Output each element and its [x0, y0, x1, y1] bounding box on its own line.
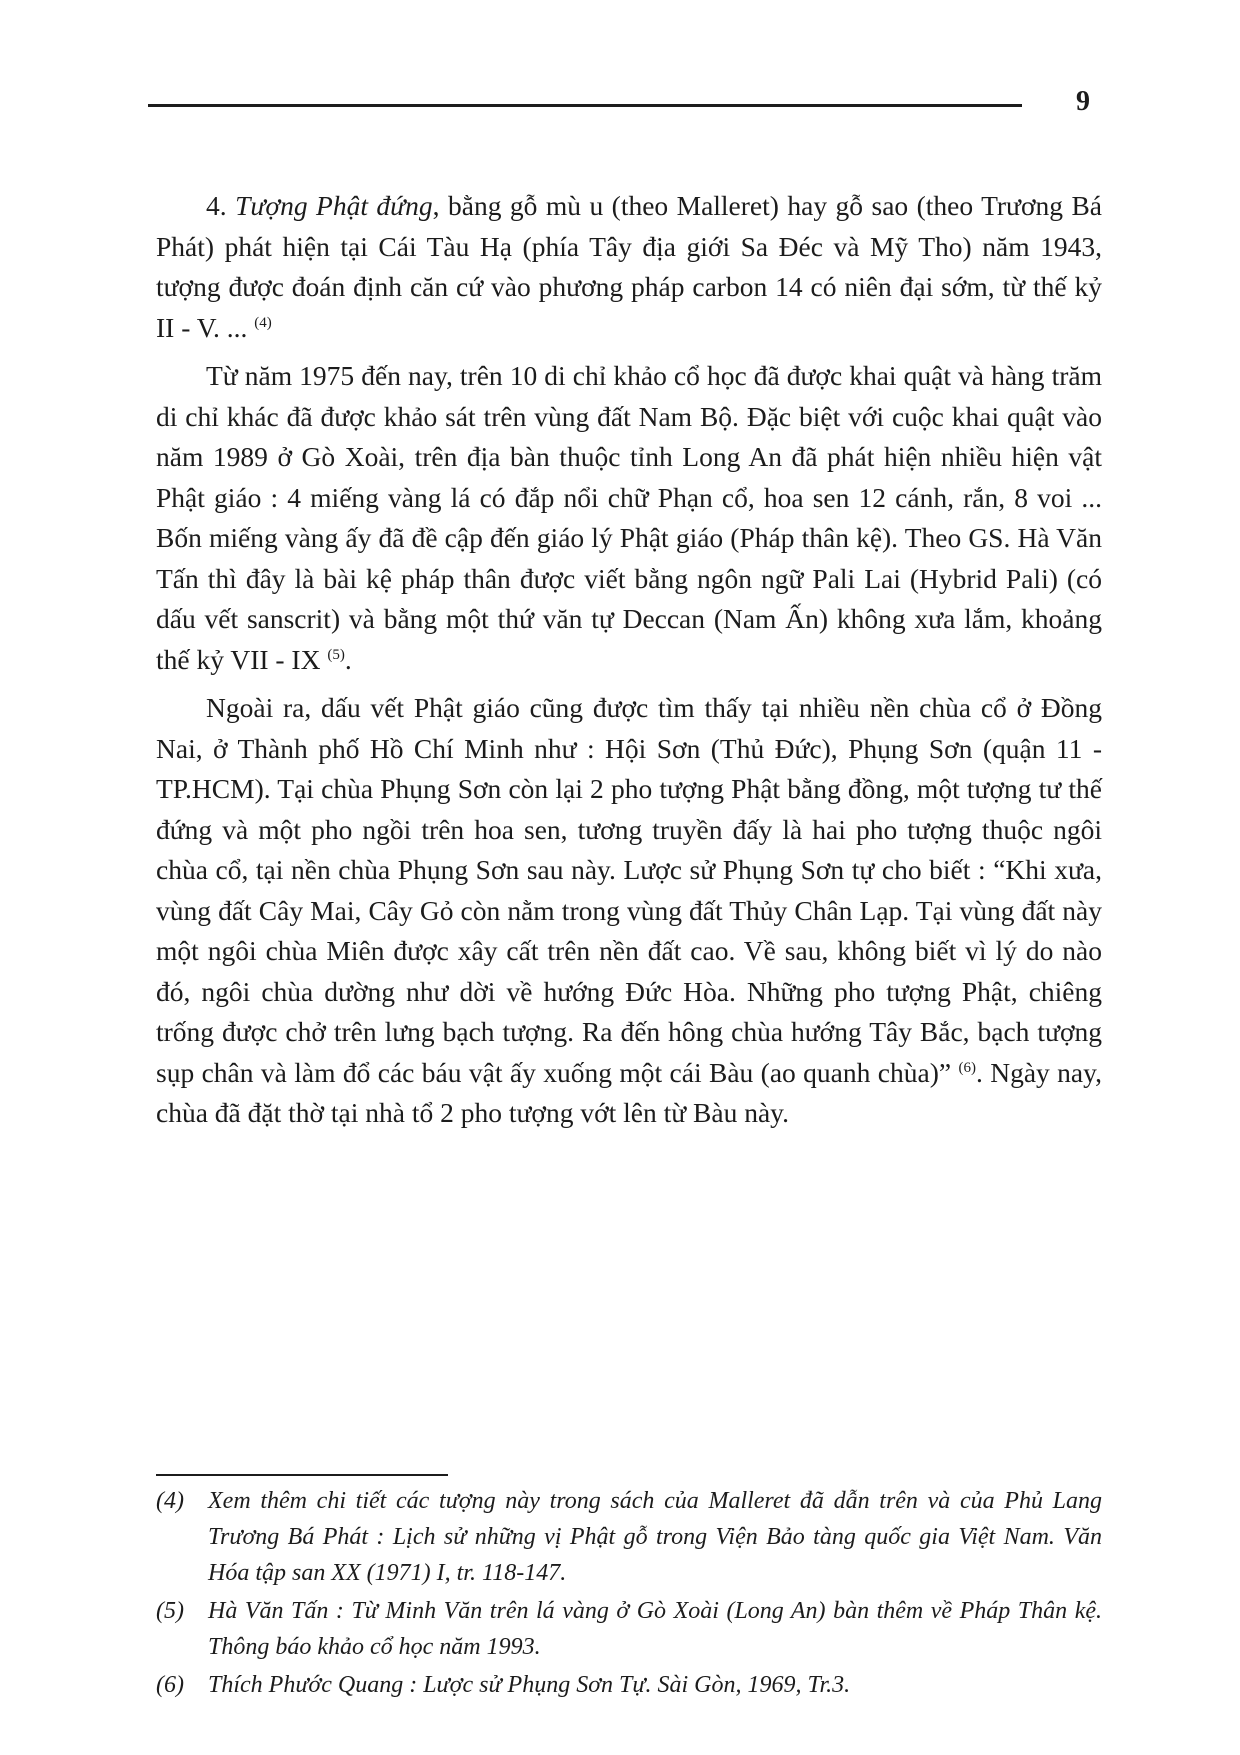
footnote-ref-4[interactable]: (4): [254, 314, 272, 331]
footnote-ref-5[interactable]: (5): [327, 646, 345, 663]
footnote-text: Thích Phước Quang : Lược sử Phụng Sơn Tự. Sài Gòn, 1969, Tr.3.: [208, 1672, 851, 1698]
footnote-5: [156, 1593, 1102, 1665]
footnote-ref-6[interactable]: (6): [958, 1059, 976, 1076]
header-rule: [148, 104, 1022, 107]
footnote-text: Xem thêm chi tiết các tượng này trong sách của Malleret đã dẫn trên và của Phủ Lang Trương Bá Phát : Lịch sử những vị Phật gỗ trong Viện Bảo tàng quốc gia Việt Nam. Văn Hóa tập san XX (1971) I, tr. 118-147.: [208, 1488, 1102, 1586]
paragraph-1-title: Tượng Phật đứng: [235, 190, 433, 221]
footnote-number: (6): [156, 1672, 184, 1698]
paragraph-3-end: . Ngày nay, chùa đã đặt thờ tại nhà tổ 2 pho tượng vớt lên từ Bàu này.: [156, 1056, 1102, 1128]
page-number: 9: [1076, 86, 1090, 117]
paragraph-1-text: , bằng gỗ mù u (theo Malleret) hay gỗ sao (theo Trương Bá Phát) phát hiện tại Cái Tàu Hạ (phía Tây địa giới Sa Đéc và Mỹ Tho) năm 1943, tượng được đoán định căn cứ vào phương pháp carbon 14 có niên đại sớm, từ thế kỷ II - V. ...: [156, 190, 1103, 343]
paragraph-2: [156, 356, 1102, 680]
footnotes: [156, 1483, 1102, 1705]
footnote-rule: [156, 1474, 448, 1476]
body-text: [156, 186, 1102, 1142]
paragraph-3-text: Ngoài ra, dấu vết Phật giáo cũng được tìm thấy tại nhiều nền chùa cổ ở Đồng Nai, ở Thành phố Hồ Chí Minh như : Hội Sơn (Thủ Đức), Phụng Sơn (quận 11 - TP.HCM). Tại chùa Phụng Sơn còn lại 2 pho tượng Phật bằng đồng, một tượng tư thế đứng và một pho ngồi trên hoa sen, tương truyền đấy là hai pho tượng thuộc ngôi chùa cổ, tại nền chùa Phụng Sơn sau này. Lược sử Phụng Sơn tự cho biết : “Khi xưa, vùng đất Cây Mai, Cây Gỏ còn nằm trong vùng đất Thủy Chân Lạp. Tại vùng đất này một ngôi chùa Miên được xây cất trên nền đất cao. Về sau, không biết vì lý do nào đó, ngôi chùa dường như dời về hướng Đức Hòa. Những pho tượng Phật, chiêng trống được chở trên lưng bạch tượng. Ra đến hông chùa hướng Tây Bắc, bạch tượng sụp chân và làm đổ các báu vật ấy xuống một cái Bàu (ao quanh chùa)”: [156, 692, 1102, 1088]
paragraph-1-number: 4.: [206, 190, 236, 221]
footnote-text: Hà Văn Tấn : Từ Minh Văn trên lá vàng ở Gò Xoài (Long An) bàn thêm về Pháp Thân kệ. Thông báo khảo cổ học năm 1993.: [208, 1598, 1102, 1660]
footnote-4: [156, 1483, 1102, 1591]
paragraph-1: [156, 186, 1102, 348]
footnote-6: [156, 1667, 1102, 1703]
footnote-number: (4): [156, 1488, 184, 1514]
paragraph-2-end: .: [344, 643, 352, 675]
footnote-number: (5): [156, 1598, 184, 1624]
paragraph-3: [156, 688, 1102, 1134]
paragraph-2-text: Từ năm 1975 đến nay, trên 10 di chỉ khảo cổ học đã được khai quật và hàng trăm di chỉ khác đã được khảo sát trên vùng đất Nam Bộ. Đặc biệt với cuộc khai quật vào năm 1989 ở Gò Xoài, trên địa bàn thuộc tỉnh Long An đã phát hiện nhiều hiện vật Phật giáo : 4 miếng vàng lá có đắp nổi chữ Phạn cổ, hoa sen 12 cánh, rắn, 8 voi ... Bốn miếng vàng ấy đã đề cập đến giáo lý Phật giáo (Pháp thân kệ). Theo GS. Hà Văn Tấn thì đây là bài kệ pháp thân được viết bằng ngôn ngữ Pali Lai (Hybrid Pali) (có dấu vết sanscrit) và bằng một thứ văn tự Deccan (Nam Ấn) không xưa lắm, khoảng thế kỷ VII - IX: [156, 360, 1102, 675]
